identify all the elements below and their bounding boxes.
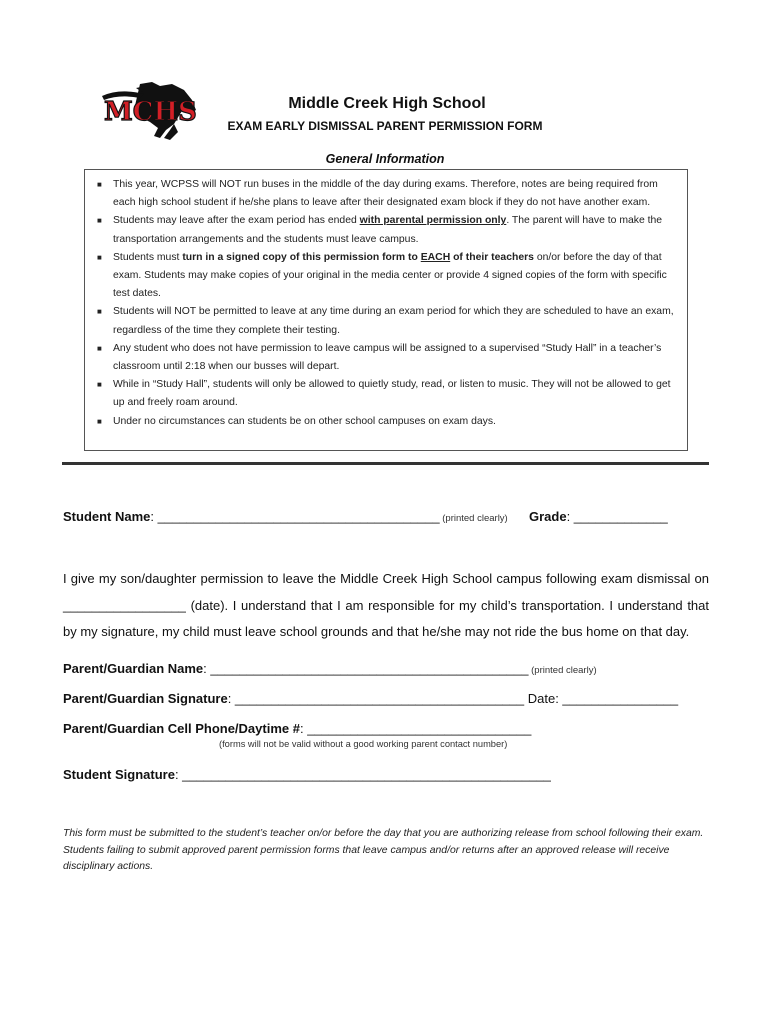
- form-title: EXAM EARLY DISMISSAL PARENT PERMISSION FORM: [227, 119, 543, 133]
- section-divider: [62, 462, 709, 465]
- signature-date-field[interactable]: Date: ________________: [524, 691, 679, 706]
- student-signature-field[interactable]: : ___________________________________________________: [174, 767, 551, 782]
- info-item: ■ This year, WCPSS will NOT run buses in the middle of the day during exams. Therefore, notes are being required from each high school student if he/she plans to leave after their designated exam block if they do not have another exam.: [97, 179, 658, 209]
- phone-note: (forms will not be valid without a good working parent contact number): [219, 739, 508, 749]
- info-item: ■ Under no circumstances can students be on other school campuses on exam days.: [97, 415, 496, 427]
- guardian-signature-field[interactable]: : ________________________________________: [227, 691, 525, 706]
- guardian-name-label: Parent/Guardian Name: [63, 661, 204, 676]
- guardian-printed-note: (printed clearly): [528, 665, 597, 676]
- guardian-signature-label: Parent/Guardian Signature: [63, 691, 228, 706]
- guardian-name-row: [63, 661, 597, 676]
- printed-clearly-note: (printed clearly): [439, 513, 508, 524]
- permission-statement: [63, 566, 709, 646]
- svg-text:MCHS: MCHS: [104, 97, 197, 127]
- guardian-name-field[interactable]: : ____________________________________________: [203, 661, 529, 676]
- info-item: ■ While in “Study Hall”, students will only be allowed to quietly study, read, or listen to music. They will not be allowed to get up and freely roam around.: [97, 379, 671, 409]
- grade-row: [529, 509, 668, 524]
- info-item: ■ Any student who does not have permission to leave campus will be assigned to a supervised “Study Hall” in a teacher’s classroom until 2:18 when our busses will depart.: [97, 342, 662, 373]
- permission-line: by my signature, my child must leave school grounds and that he/she may not ride the bus home on that day.: [63, 624, 690, 639]
- info-item: ■ Students may leave after the exam period has ended with parental permission only. The parent will have to make the transportation arrangements and the students must leave campus.: [97, 215, 663, 245]
- guardian-phone-field[interactable]: : _______________________________: [299, 721, 532, 736]
- info-item: ■ Students must turn in a signed copy of this permission form to EACH of their teachers on/or before the day of that exam. Students may make copies of your original in the media center or provide 4 signed copies of the form with specific test dates.: [97, 251, 667, 300]
- school-name: Middle Creek High School: [288, 95, 486, 112]
- general-info-box: [84, 169, 688, 451]
- student-name-field[interactable]: : _______________________________________: [150, 509, 440, 524]
- section-title: General Information: [325, 152, 445, 166]
- permission-line-date[interactable]: _________________ (date). I understand that I am responsible for my child’s transportation. I understand that: [63, 597, 709, 613]
- grade-field[interactable]: : _____________: [566, 509, 668, 524]
- info-item: ■ Students will NOT be permitted to leave at any time during an exam period for which they are scheduled to have an exam, regardless of the time they complete their testing.: [97, 306, 674, 336]
- grade-label: Grade: [529, 509, 567, 524]
- guardian-signature-row: [63, 691, 678, 706]
- guardian-phone-label: Parent/Guardian Cell Phone/Daytime #: [63, 721, 300, 736]
- guardian-phone-row: [63, 721, 531, 736]
- student-name-label: Student Name: [63, 509, 151, 524]
- student-signature-label: Student Signature: [63, 767, 175, 782]
- student-name-row: [63, 509, 508, 524]
- permission-line: I give my son/daughter permission to leave the Middle Creek High School campus following exam dismissal on: [63, 571, 709, 586]
- footer-note: This form must be submitted to the student’s teacher on/or before the day that you are authorizing release from school following their exam. Students failing to submit approved parent permission forms that leave campus and/or returns after an approved release will receive disciplinary actions.: [63, 828, 704, 872]
- student-signature-row: [63, 767, 551, 782]
